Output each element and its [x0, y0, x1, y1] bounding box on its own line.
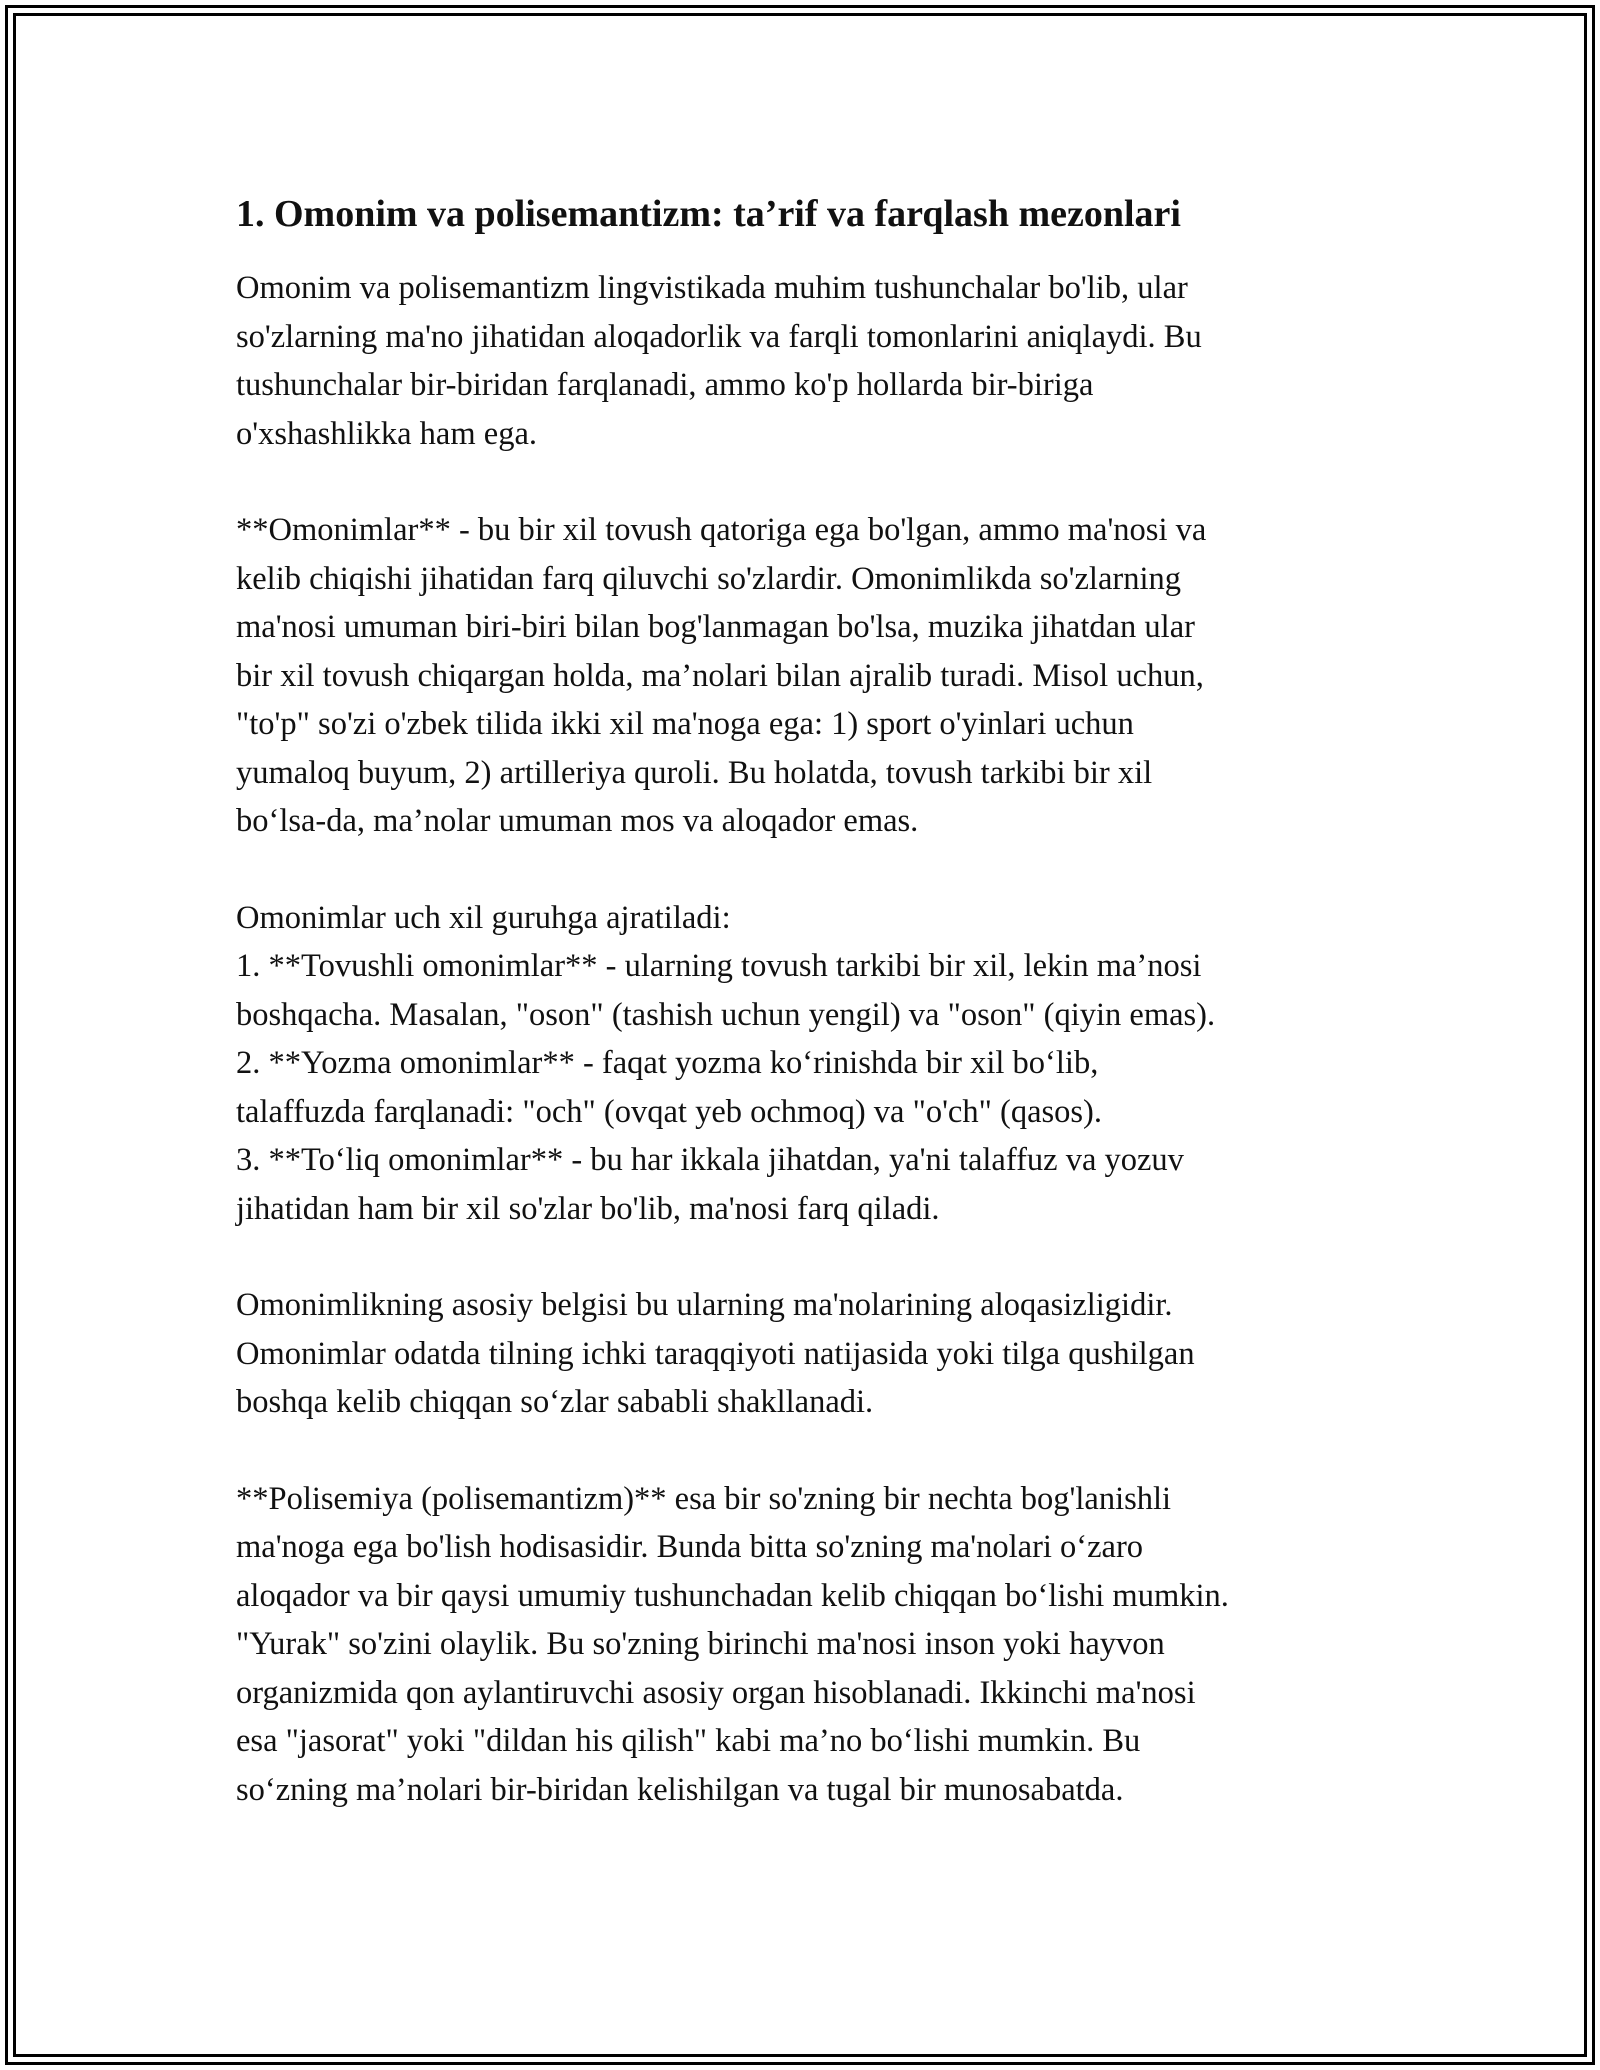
text-line: organizmida qon aylantiruvchi asosiy organ hisoblanadi. Ikkinchi ma'nosi [236, 1674, 1196, 1711]
text-line: boshqacha. Masalan, "oson" (tashish uchun yengil) va "oson" (qiyin emas). [236, 996, 1216, 1033]
paragraph-homonym-groups [236, 894, 1386, 1234]
text-line: tushunchalar bir-biridan farqlanadi, ammo ko'p hollarda bir-biriga [236, 367, 1094, 403]
text-line: "Yurak" so'zini olaylik. Bu so'zning birinchi ma'nosi inson yoki hayvon [236, 1626, 1165, 1662]
text-line: **Polisemiya (polisemantizm)** esa bir so'zning bir nechta bog'lanishli [236, 1480, 1172, 1517]
text-line: Omonimlar odatda tilning ichki taraqqiyoti natijasida yoki tilga qushilgan [236, 1335, 1195, 1372]
text-line: jihatidan ham bir xil so'zlar bo'lib, ma'nosi farq qiladi. [236, 1190, 940, 1227]
text-line: Omonimlikning asosiy belgisi bu ularning ma'nolarining aloqasizligidir. [236, 1287, 1173, 1323]
text-line: Omonimlar uch xil guruhga ajratiladi: [236, 899, 731, 936]
text-line: so'zlarning ma'no jihatidan aloqadorlik va farqli tomonlarini aniqlaydi. Bu [236, 318, 1202, 355]
text-line: ma'noga ega bo'lish hodisasidir. Bunda bitta so'zning ma'nolari o‘zaro [236, 1529, 1144, 1565]
text-line: boshqa kelib chiqqan so‘zlar sababli shakllanadi. [236, 1384, 874, 1420]
text-line: "to'p" so'zi o'zbek tilida ikki xil ma'noga ega: 1) sport o'yinlari uchun [236, 706, 1134, 742]
text-line: yumaloq buyum, 2) artilleriya quroli. Bu holatda, tovush tarkibi bir xil [236, 754, 1153, 791]
text-line: bo‘lsa-da, ma’nolar umuman mos va aloqador emas. [236, 803, 919, 839]
text-line: o'xshashlikka ham ega. [236, 415, 537, 452]
list-item-2: 2. **Yozma omonimlar** - faqat yozma ko‘rinishda bir xil bo‘lib, [236, 1045, 1099, 1081]
paragraph-homonymy-feature [236, 1281, 1386, 1427]
text-line: kelib chiqishi jihatidan farq qiluvchi so'zlardir. Omonimlikda so'zlarning [236, 560, 1181, 597]
text-line: talaffuzda farqlanadi: "och" (ovqat yeb ochmoq) va "o'ch" (qasos). [236, 1093, 1102, 1130]
paragraph-homonyms-definition [236, 506, 1386, 846]
document-body [236, 188, 1386, 1862]
list-item-3: 3. **To‘liq omonimlar** - bu har ikkala jihatdan, ya'ni talaffuz va yozuv [236, 1142, 1184, 1178]
paragraph-polysemy [236, 1475, 1386, 1815]
text-line: **Omonimlar** - bu bir xil tovush qatoriga ega bo'lgan, ammo ma'nosi va [236, 512, 1207, 548]
text-line: aloqador va bir qaysi umumiy tushunchadan kelib chiqqan bo‘lishi mumkin. [236, 1577, 1229, 1614]
text-line: esa "jasorat" yoki "dildan his qilish" kabi ma’no bo‘lishi mumkin. Bu [236, 1723, 1141, 1759]
text-line: Omonim va polisemantizm lingvistikada muhim tushunchalar bo'lib, ular [236, 270, 1188, 306]
document-title: 1. Omonim va polisemantizm: ta’rif va farqlash mezonlari [236, 193, 1181, 235]
paragraph-intro [236, 264, 1386, 458]
text-line: bir xil tovush chiqargan holda, ma’nolari bilan ajralib turadi. Misol uchun, [236, 657, 1204, 694]
text-line: so‘zning ma’nolari bir-biridan kelishilgan va tugal bir munosabatda. [236, 1771, 1124, 1808]
list-item-1: 1. **Tovushli omonimlar** - ularning tovush tarkibi bir xil, lekin ma’nosi [236, 948, 1202, 984]
text-line: ma'nosi umuman biri-biri bilan bog'lanmagan bo'lsa, muzika jihatdan ular [236, 609, 1195, 645]
